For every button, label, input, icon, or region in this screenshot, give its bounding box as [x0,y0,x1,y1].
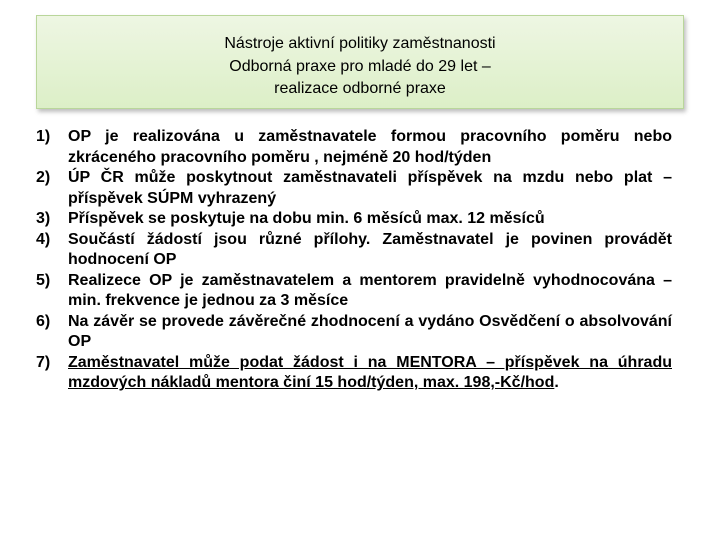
item-text: Součástí žádostí jsou různé přílohy. Zaměstnavatel je povinen provádět hodnocení OP [68,230,672,268]
item-number: 2) [36,169,51,186]
title-line-1: Nástroje aktivní politiky zaměstnanosti [224,35,496,52]
item-text: Příspěvek se poskytuje na dobu min. 6 měsíců max. 12 měsíců [68,210,545,227]
item-text: ÚP ČR může poskytnout zaměstnavateli příspěvek na mzdu nebo plat – příspěvek SÚPM vyhrazený [68,169,672,207]
item-number: 6) [36,312,51,330]
title-line-2: Odborná praxe pro mladé do 29 let – [229,58,491,75]
list-item [36,230,672,271]
title-line-3: realizace odborné praxe [274,80,446,97]
list-item [36,168,672,209]
item-number: 4) [36,230,51,248]
item-number: 3) [36,210,51,227]
list-item [36,312,672,353]
numbered-list [36,127,672,394]
item-number: 7) [36,353,51,371]
item-number: 1) [36,128,51,145]
item-text: Realizece OP je zaměstnavatelem a mentorem pravidelně vyhodnocována – min. frekvence je jednou za 3 měsíce [68,271,672,309]
list-item [36,271,672,312]
item-text-wrap [68,353,672,394]
item-text: OP je realizována u zaměstnavatele formou pracovního poměru nebo zkráceného pracovního poměru , nejméně 20 hod/týden [68,128,672,166]
list-item [36,353,672,394]
list-item [36,209,672,230]
item-text: Na závěr se provede závěrečné zhodnocení a vydáno Osvědčení o absolvování OP [68,312,672,350]
underlined-text: Zaměstnavatel může podat žádost i na MENTORA – příspěvek na úhradu mzdových nákladů mentora činí 15 hod/týden, max. 198,-Kč/hod [68,353,672,391]
list-item [36,127,672,168]
item-number: 5) [36,271,51,289]
title-box [36,15,684,109]
period: . [554,374,559,391]
